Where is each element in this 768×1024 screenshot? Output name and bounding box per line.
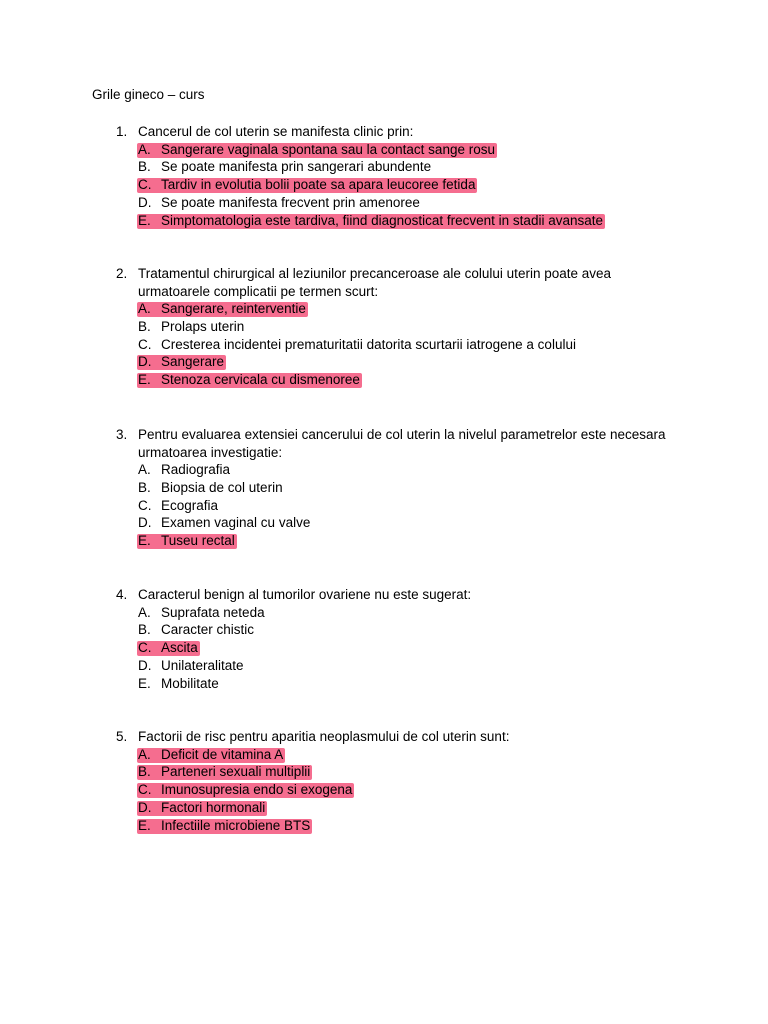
option-text: Prolaps uterin (161, 318, 245, 334)
answer-option-highlighted (116, 176, 676, 194)
option-text: Infectiile microbiene BTS (161, 817, 311, 833)
answer-option (116, 497, 676, 515)
question-text: Factorii de risc pentru aparitia neoplasmului de col uterin sunt: (138, 729, 510, 744)
question-2 (116, 265, 676, 389)
question-text: Cancerul de col uterin se manifesta clinic prin: (138, 124, 414, 139)
option-letter: D. (138, 354, 152, 370)
answer-options (116, 300, 676, 389)
question-5 (116, 728, 676, 834)
option-letter: A. (138, 462, 151, 477)
document-title: Grile gineco – curs (92, 87, 205, 102)
option-text: Simptomatologia este tardiva, fiind diagnosticat frecvent in stadii avansate (161, 212, 603, 228)
answer-options (116, 461, 676, 550)
answer-option (116, 514, 676, 532)
question-3 (116, 426, 676, 550)
option-text: Se poate manifesta prin sangerari abundente (161, 159, 432, 175)
question-heading (116, 426, 678, 461)
option-letter: C. (138, 782, 152, 798)
option-text: Stenoza cervicala cu dismenoree (161, 372, 360, 388)
answer-option-highlighted (116, 639, 676, 657)
question-number: 3. (116, 427, 128, 442)
option-letter: E. (138, 533, 151, 549)
question-text: Tratamentul chirurgical al leziunilor precanceroase ale colului uterin poate avea urmatoarele complicatii pe termen scurt: (138, 266, 612, 299)
option-letter: D. (138, 515, 152, 531)
answer-option (116, 158, 676, 176)
option-text: Imunosupresia endo si exogena (161, 782, 353, 798)
question-4 (116, 586, 676, 692)
option-letter: D. (138, 194, 152, 210)
answer-option (116, 461, 676, 479)
option-letter: D. (138, 657, 152, 673)
option-letter: E. (138, 372, 151, 388)
answer-option-highlighted (116, 746, 676, 764)
option-text: Parteneri sexuali multiplii (161, 764, 311, 780)
option-letter: A. (138, 141, 151, 157)
question-text: Caracterul benign al tumorilor ovariene nu este sugerat: (138, 587, 472, 602)
question-number: 1. (116, 124, 128, 139)
question-heading (116, 728, 698, 746)
option-letter: C. (138, 177, 152, 193)
option-text: Cresterea incidentei prematuritatii datorita scurtarii iatrogene a colului (161, 336, 576, 352)
option-letter: B. (138, 764, 151, 780)
option-letter: D. (138, 799, 152, 815)
answer-option (116, 675, 676, 693)
option-text: Sangerare (161, 354, 225, 370)
option-text: Sangerare vaginala spontana sau la contact sange rosu (161, 141, 495, 157)
answer-option-highlighted (116, 141, 676, 159)
answer-option-highlighted (116, 799, 676, 817)
option-text: Radiografia (161, 462, 231, 477)
option-text: Examen vaginal cu valve (161, 515, 311, 531)
answer-option (116, 194, 676, 212)
question-1 (116, 123, 676, 229)
option-text: Mobilitate (161, 675, 219, 691)
option-text: Biopsia de col uterin (161, 479, 283, 495)
option-letter: C. (138, 497, 152, 513)
option-text: Unilateralitate (161, 657, 244, 673)
option-text: Ecografia (161, 497, 219, 513)
question-text: Pentru evaluarea extensiei cancerului de col uterin la nivelul parametrelor este necesara urmatoarea investigatie: (138, 427, 666, 460)
answer-option-highlighted (116, 212, 676, 230)
option-letter: A. (138, 746, 151, 762)
option-letter: A. (138, 604, 151, 620)
option-text: Ascita (161, 640, 198, 656)
answer-option-highlighted (116, 371, 676, 389)
option-text: Sangerare, reinterventie (161, 301, 306, 316)
option-text: Se poate manifesta frecvent prin amenoree (161, 194, 420, 210)
option-text: Factori hormonali (161, 799, 266, 815)
answer-options (116, 604, 676, 693)
answer-option-highlighted (116, 781, 676, 799)
option-letter: B. (138, 159, 151, 175)
answer-option-highlighted (116, 300, 676, 318)
answer-option (116, 604, 676, 622)
answer-option (116, 621, 676, 639)
option-text: Tardiv in evolutia bolii poate sa apara leucoree fetida (161, 177, 476, 193)
answer-option-highlighted (116, 817, 676, 835)
question-number: 5. (116, 729, 128, 744)
option-letter: C. (138, 640, 152, 656)
option-text: Deficit de vitamina A (161, 746, 284, 762)
answer-option (116, 336, 676, 354)
answer-options (116, 746, 676, 835)
option-text: Tuseu rectal (161, 533, 235, 549)
option-letter: E. (138, 817, 151, 833)
option-text: Suprafata neteda (161, 604, 265, 620)
option-letter: E. (138, 212, 151, 228)
question-number: 4. (116, 587, 128, 602)
answer-option-highlighted (116, 763, 676, 781)
answer-option-highlighted (116, 353, 676, 371)
question-number: 2. (116, 266, 128, 281)
answer-option (116, 479, 676, 497)
option-letter: E. (138, 675, 151, 691)
option-letter: B. (138, 622, 151, 638)
question-heading (116, 265, 678, 300)
answer-option-highlighted (116, 532, 676, 550)
option-letter: A. (138, 301, 151, 316)
answer-options (116, 141, 676, 230)
question-heading (116, 586, 698, 604)
answer-option (116, 657, 676, 675)
option-letter: B. (138, 479, 151, 495)
question-heading (116, 123, 698, 141)
option-letter: B. (138, 318, 151, 334)
option-text: Caracter chistic (161, 622, 255, 638)
option-letter: C. (138, 336, 152, 352)
answer-option (116, 318, 676, 336)
